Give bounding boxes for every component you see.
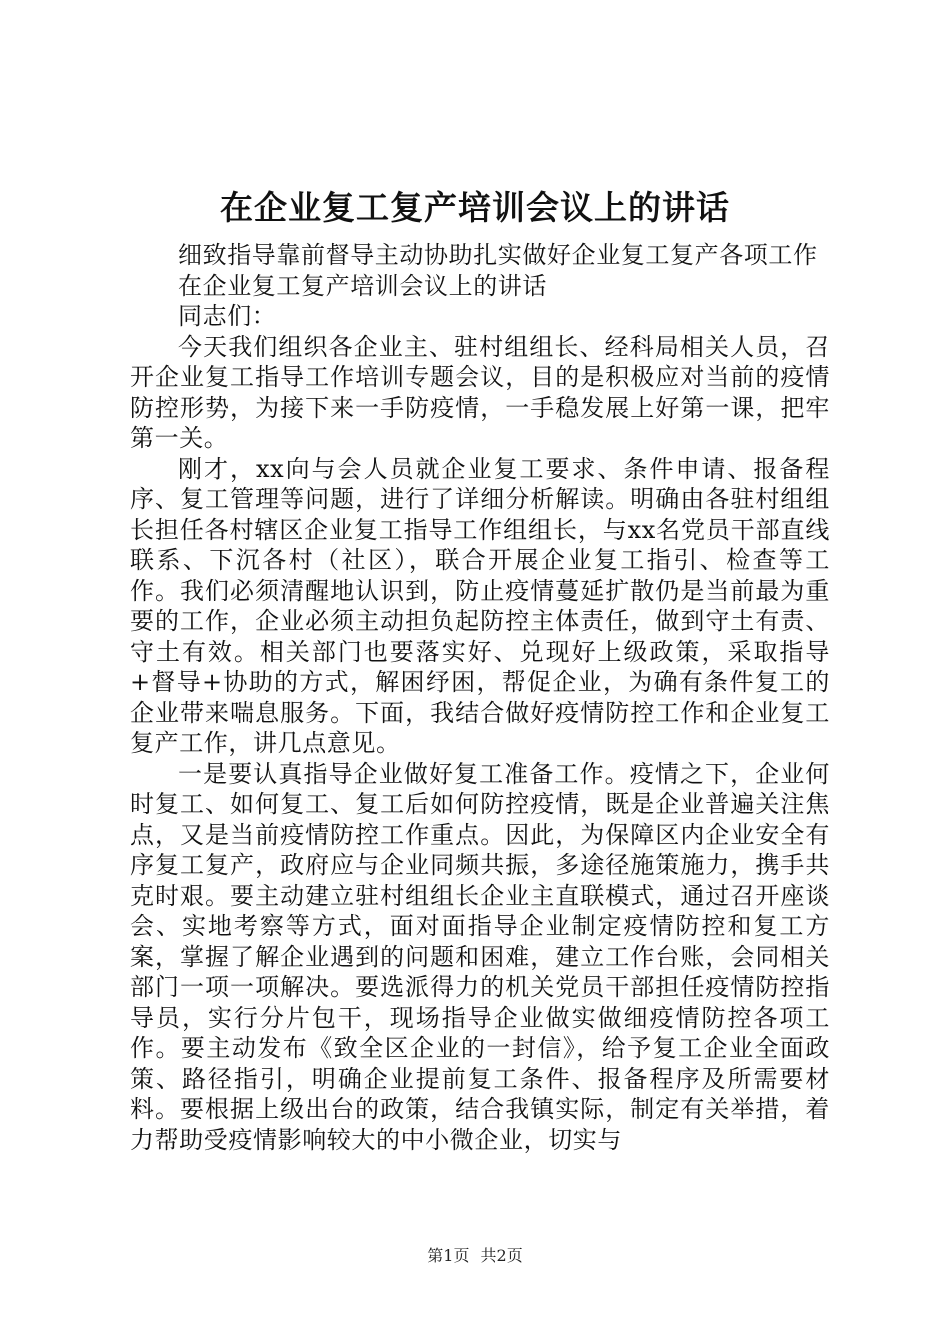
document-title: 在企业复工复产培训会议上的讲话 xyxy=(220,188,730,227)
paragraph-salutation: 同志们： xyxy=(178,302,277,330)
paragraph-title-repeat: 在企业复工复产培训会议上的讲话 xyxy=(178,271,547,300)
document-body xyxy=(130,240,830,1155)
paragraph-subtitle: 细致指导靠前督导主动协助扎实做好企业复工复产各项工作 xyxy=(178,241,818,269)
paragraph-context: 刚才，xx向与会人员就企业复工要求、条件申请、报备程序、复工管理等问题，进行了详细分析解读。明确由各驻村组组长担任各村辖区企业复工指导工作组组长，与xx名党员干部直线联系、下沉各村（社区），联合开展企业复工指引、检查等工作。我们必须清醒地认识到，防止疫情蔓延扩散仍是当前最为重要的工作，企业必须主动担负起防控主体责任，做到守土有责、守土有效。相关部门也要落实好、兑现好上级政策，采取指导+督导+协助的方式，解困纾困，帮促企业，为确有条件复工的企业带来喘息服务。下面，我结合做好疫情防控工作和企业复工复产工作，讲几点意见。 xyxy=(130,454,830,757)
paragraph-point-one: 一是要认真指导企业做好复工准备工作。疫情之下，企业何时复工、如何复工、复工后如何防控疫情，既是企业普遍关注焦点，又是当前疫情防控工作重点。因此，为保障区内企业安全有序复工复产，政府应与企业同频共振，多途径施策施力，携手共克时艰。要主动建立驻村组组长企业主直联模式，通过召开座谈会、实地考察等方式，面对面指导企业制定疫情防控和复工方案，掌握了解企业遇到的问题和困难，建立工作台账，会同相关部门一项一项解决。要选派得力的机关党员干部担任疫情防控指导员，实行分片包干，现场指导企业做实做细疫情防控各项工作。要主动发布《致全区企业的一封信》，给予复工企业全面政策、路径指引，明确企业提前复工条件、报备程序及所需要材料。要根据上级出台的政策，结合我镇实际，制定有关举措，着力帮助受疫情影响较大的中小微企业，切实与 xyxy=(130,759,830,1154)
page-total: 共2页 xyxy=(480,1246,523,1265)
page-footer xyxy=(0,1246,950,1266)
paragraph-intro: 今天我们组织各企业主、驻村组组长、经科局相关人员，召开企业复工指导工作培训专题会议，目的是积极应对当前的疫情防控形势，为接下来一手防疫情，一手稳发展上好第一课，把牢第一关。 xyxy=(130,332,830,452)
page-number: 第1页 xyxy=(427,1246,470,1265)
